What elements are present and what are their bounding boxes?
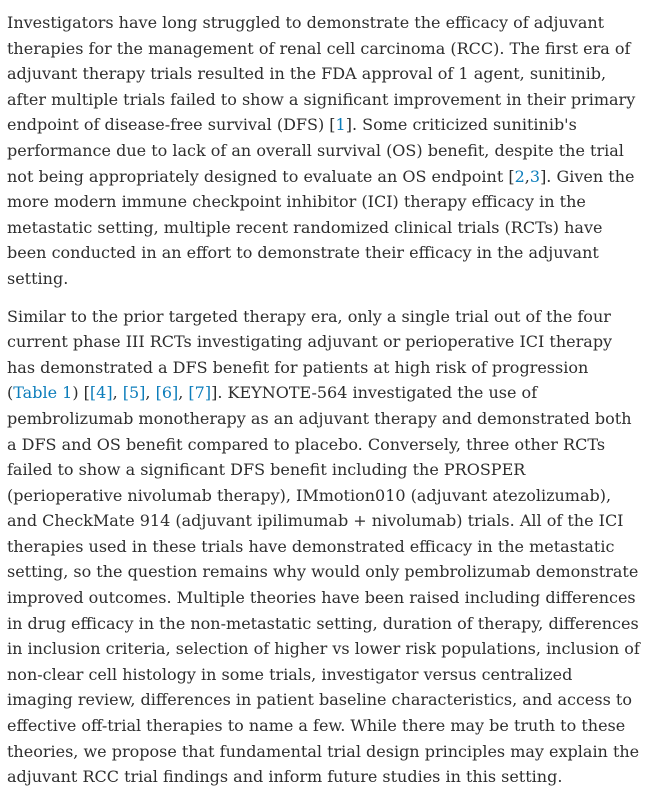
paragraph-text: ]. Some criticized sunitinib's performance due to lack of an overall survival (OS) benefit, despite the trial not being appropriately designed to evaluate an OS endpoint [ bbox=[7, 115, 624, 186]
table-1-link[interactable]: Table 1 bbox=[13, 383, 73, 403]
reference-separator: , bbox=[178, 383, 189, 403]
paragraph-text: Investigators have long struggled to demonstrate the efficacy of adjuvant therapies for the management of renal cell carcinoma (RCC). The first era of adjuvant therapy trials resulted in the FDA approval of 1 agent, sunitinib, after multiple trials failed to show a significant improvement in their primary endpoint of disease-free survival (DFS) [ bbox=[7, 13, 636, 135]
paragraph-text: Similar to the prior targeted therapy era, only a single trial out of the four current phase III RCTs investigating adjuvant or perioperative ICI therapy has demonstrated a DFS benefit for patients at high risk of progression ( bbox=[7, 306, 613, 403]
reference-separator: , bbox=[524, 166, 530, 186]
reference-link-7[interactable]: [7] bbox=[188, 383, 212, 403]
reference-link-2[interactable]: 2 bbox=[514, 166, 525, 186]
paragraph-2 bbox=[7, 304, 643, 790]
reference-separator: , bbox=[145, 383, 156, 403]
paragraph-text: ]. KEYNOTE-564 investigated the use of pembrolizumab monotherapy as an adjuvant therapy and demonstrated both a DFS and OS benefit compared to placebo. Conversely, three other RCTs failed to show a significant DFS benefit including the PROSPER (perioperative nivolumab therapy), IMmotion010 (adjuvant atezolizumab), and CheckMate 914 (adjuvant ipilimumab + nivolumab) trials. All of the ICI therapies used in these trials have demonstrated efficacy in the metastatic setting, so the question remains why would only pembrolizumab demonstrate improved outcomes. Multiple theories have been raised including differences in drug efficacy in the non-metastatic setting, duration of therapy, differences in inclusion criteria, selection of higher vs lower risk populations, inclusion of non-clear cell histology in some trials, investigator versus centralized imaging review, differences in patient baseline characteristics, and access to effective off-trial therapies to name a few. While there may be truth to these theories, we propose that fundamental trial design principles may explain the adjuvant RCC trial findings and inform future studies in this setting. bbox=[7, 383, 640, 787]
reference-link-3[interactable]: 3 bbox=[529, 166, 541, 186]
reference-link-5[interactable]: [5] bbox=[122, 383, 146, 403]
reference-separator: , bbox=[112, 383, 123, 403]
reference-link-6[interactable]: [6] bbox=[155, 383, 179, 403]
reference-link-4[interactable]: [4] bbox=[89, 383, 113, 403]
paragraph-text: ]. Given the more modern immune checkpoint inhibitor (ICI) therapy efficacy in the metastatic setting, multiple recent randomized clinical trials (RCTs) have been conducted in an effort to demonstrate their efficacy in the adjuvant setting. bbox=[7, 166, 635, 288]
paragraph-1 bbox=[7, 10, 643, 292]
paragraph-text: ) [ bbox=[72, 383, 90, 403]
reference-link-1[interactable]: 1 bbox=[335, 115, 346, 135]
